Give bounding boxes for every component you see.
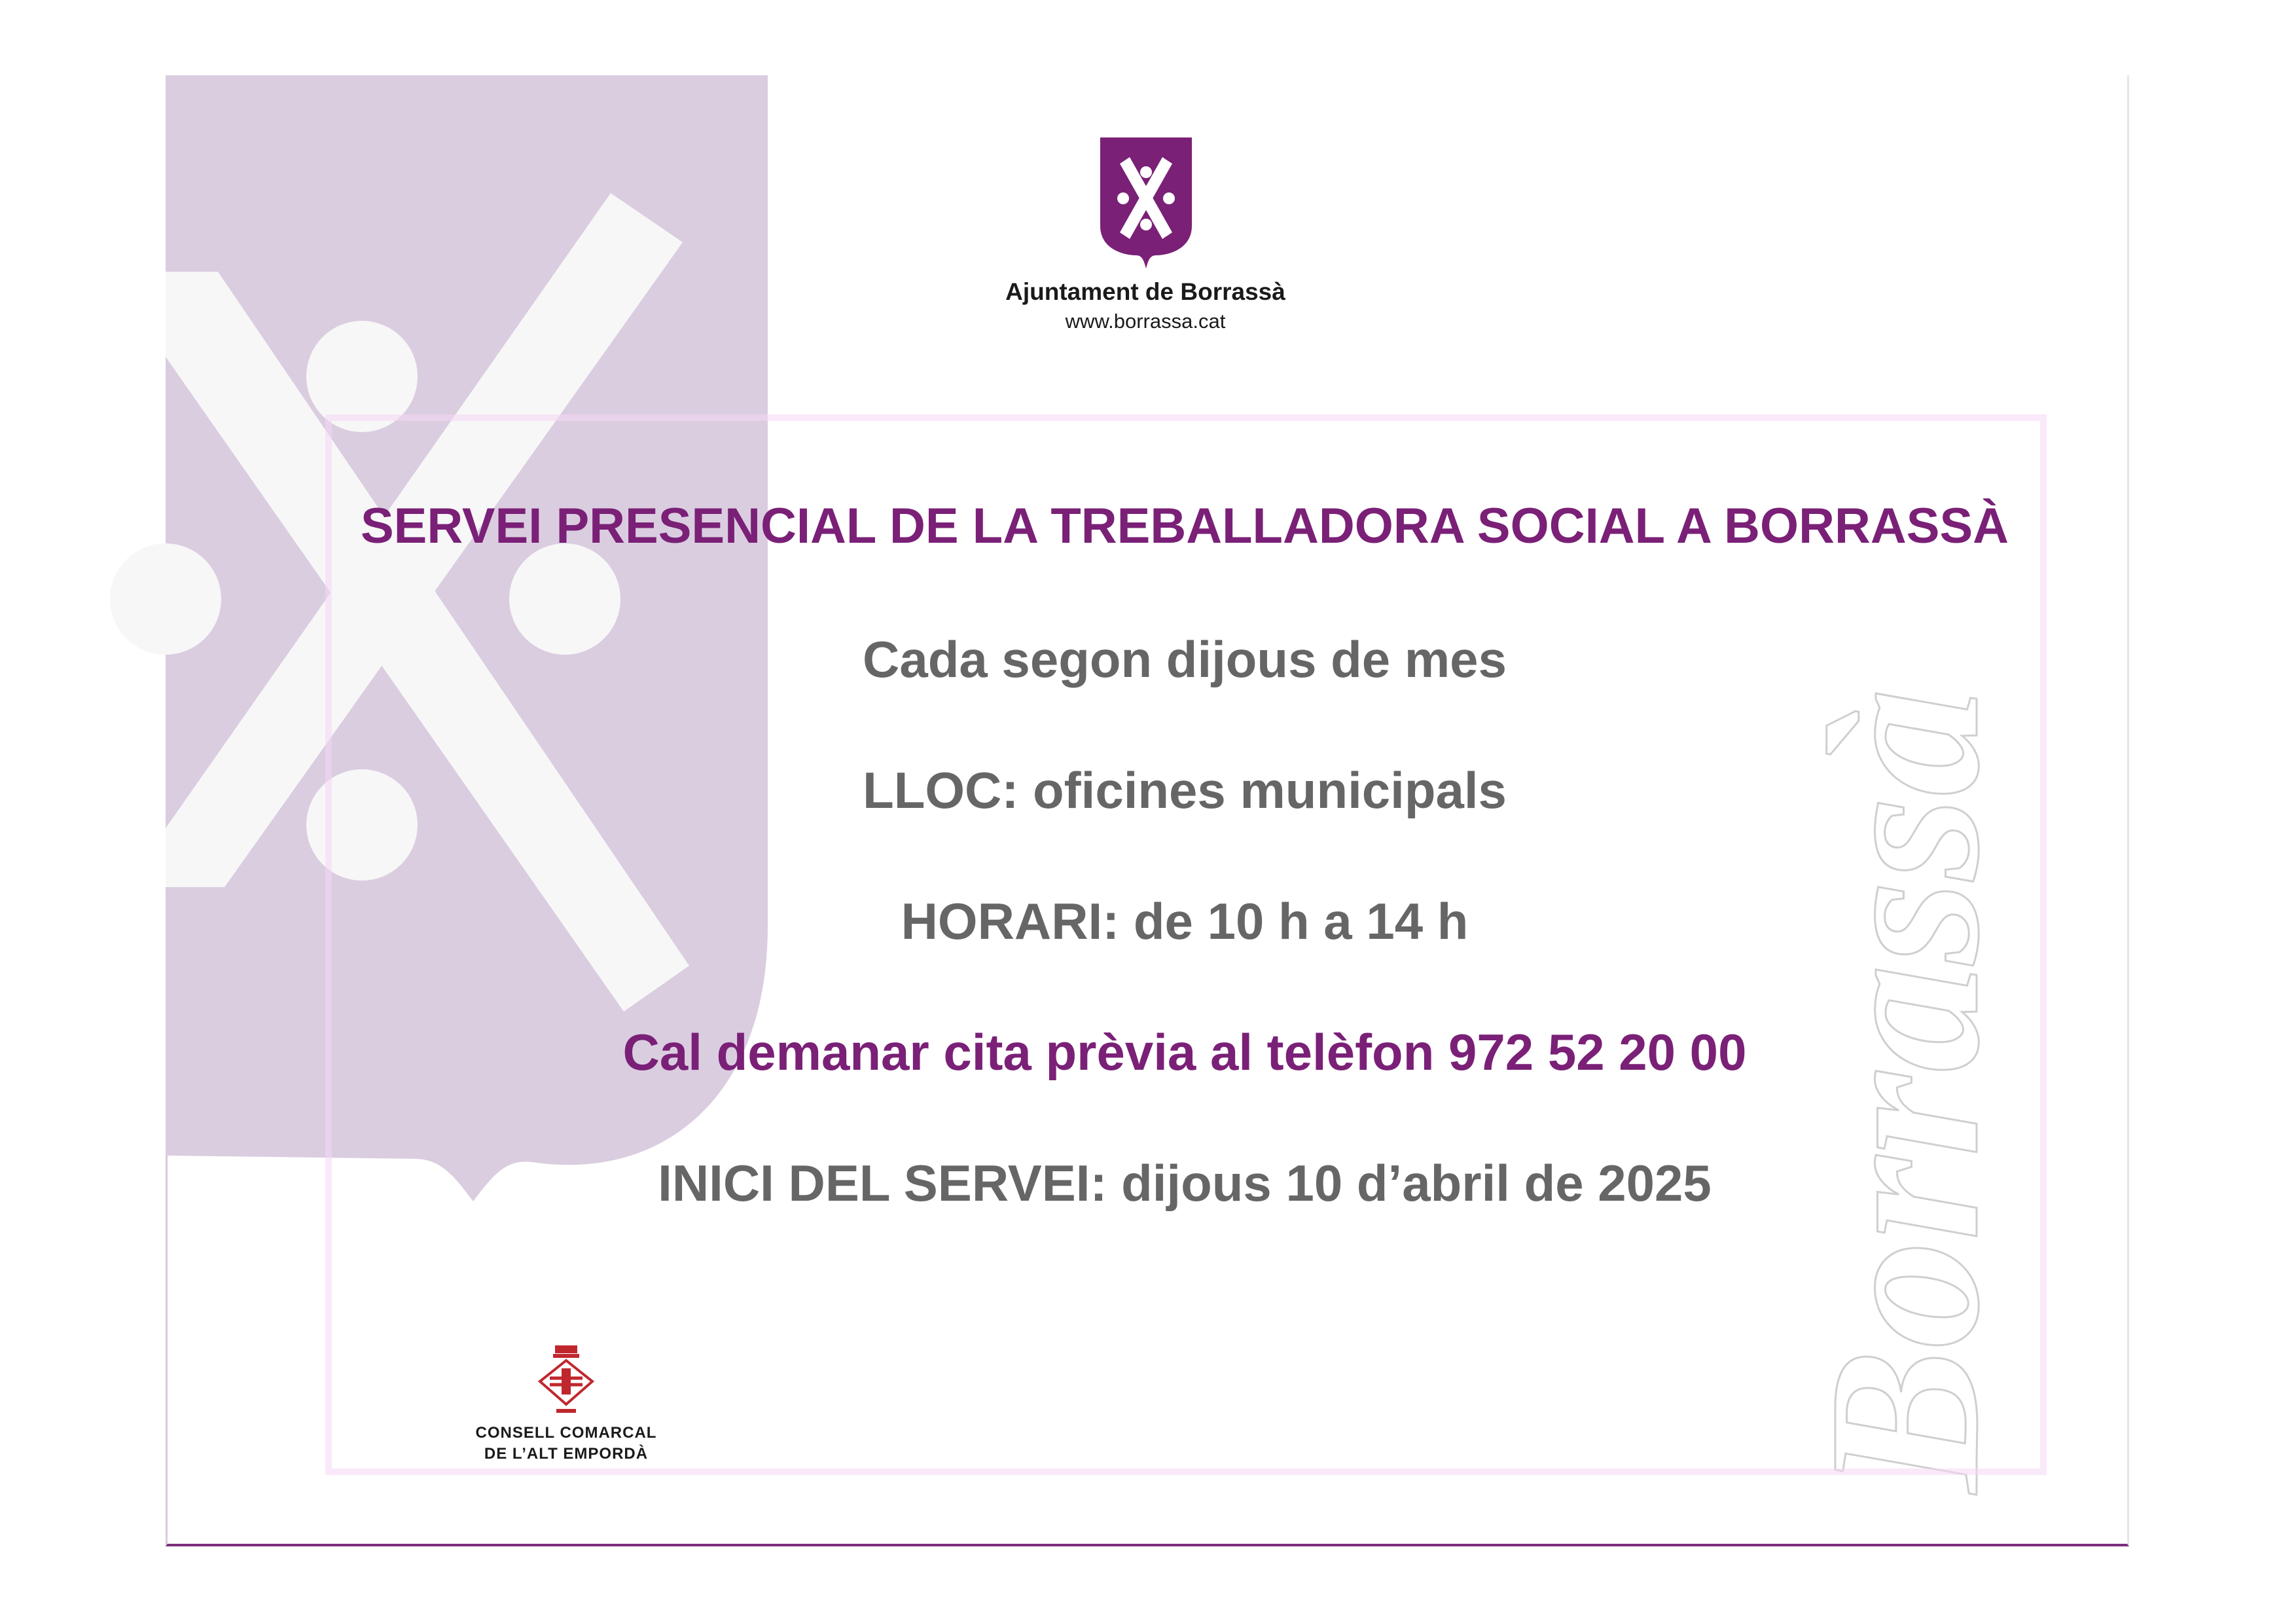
notice-start-date: INICI DEL SERVEI: dijous 10 d’abril de 2025 xyxy=(658,1154,1712,1212)
org-website: www.borrassa.cat xyxy=(1065,310,1226,333)
notice-schedule: HORARI: de 10 h a 14 h xyxy=(901,892,1469,950)
org-name: Ajuntament de Borrassà xyxy=(1005,278,1285,305)
council-name-line1: CONSELL COMARCAL xyxy=(475,1424,657,1442)
watermark-text: Borrassà xyxy=(1785,688,2024,1493)
notice-place: LLOC: oficines municipals xyxy=(863,761,1507,819)
notice-frequency: Cada segon dijous de mes xyxy=(863,630,1507,688)
notice-title: SERVEI PRESENCIAL DE LA TREBALLADORA SOCIAL A BORRASSÀ xyxy=(360,498,2009,554)
borrassa-shield-icon xyxy=(1097,134,1195,272)
notice-appointment: Cal demanar cita prèvia al telèfon 972 52 20 00 xyxy=(622,1023,1747,1081)
consell-comarcal-crest-icon xyxy=(537,1342,596,1414)
council-name-line2: DE L’ALT EMPORDÀ xyxy=(484,1445,649,1463)
